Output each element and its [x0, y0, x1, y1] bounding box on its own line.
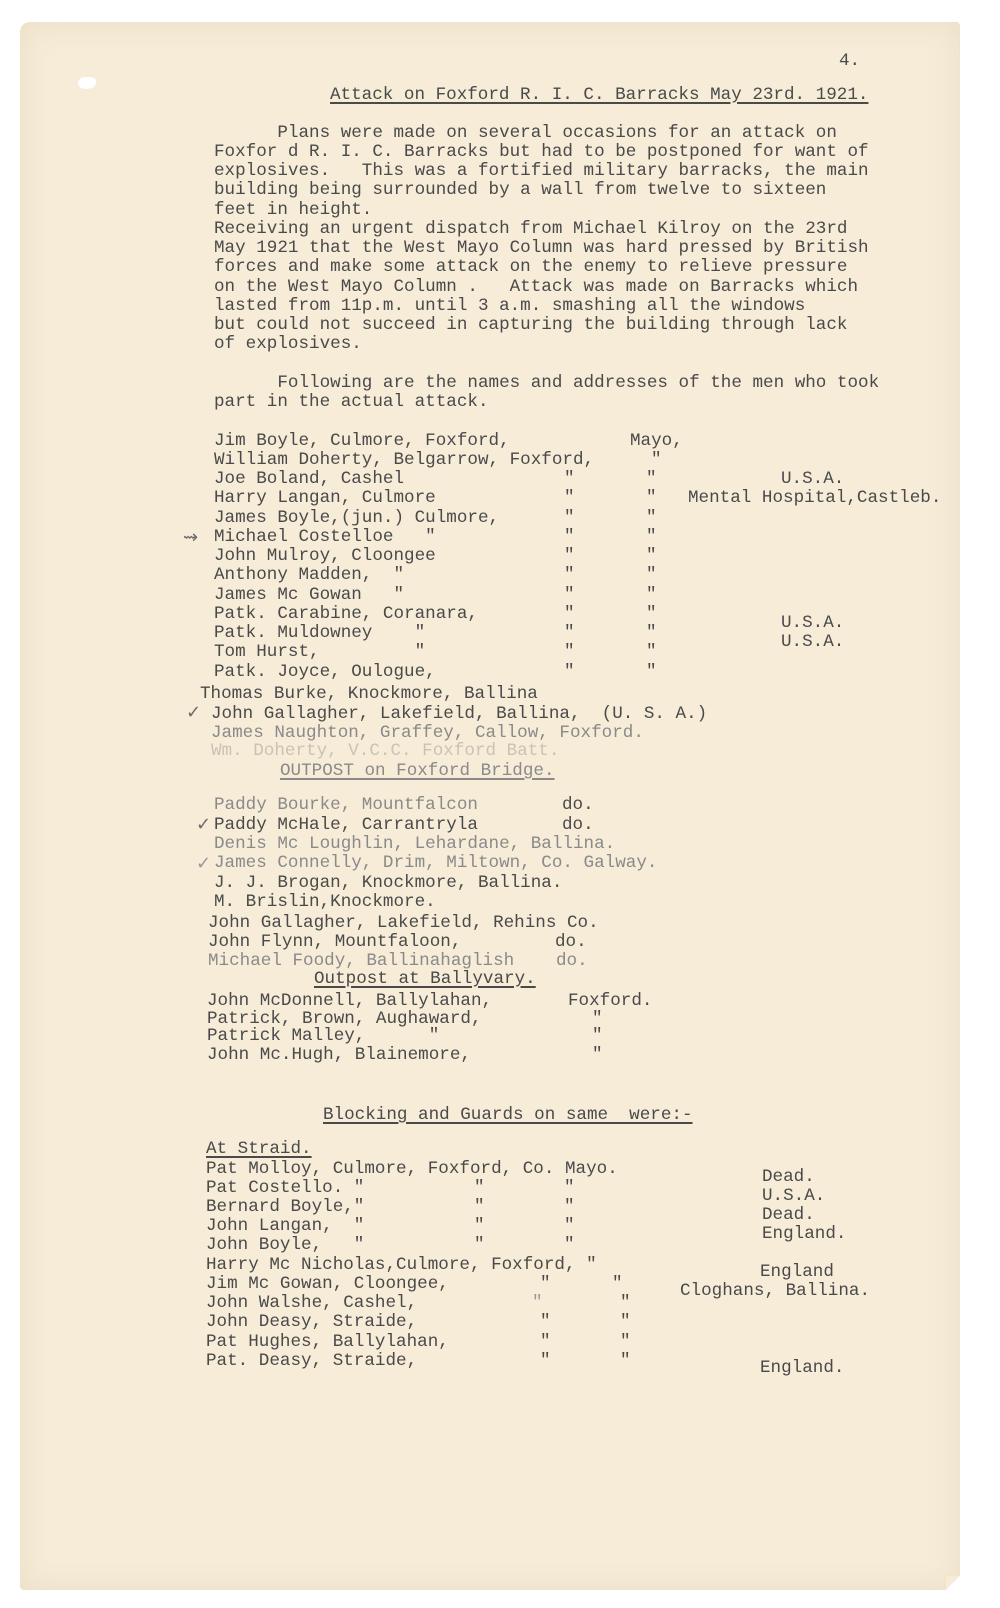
ditto-col3: ": [620, 1332, 631, 1352]
ditto-col2: ": [540, 1351, 551, 1371]
status-note: U.S.A.: [762, 1186, 826, 1206]
ditto-col2: ": [474, 1235, 485, 1255]
ditto-col3: ": [646, 546, 657, 566]
punch-hole: [78, 77, 96, 89]
ditto-col2: ": [540, 1274, 551, 1294]
ditto-col2: ": [474, 1178, 485, 1198]
status-note: Dead.: [762, 1205, 815, 1225]
ditto-col3: ": [564, 1178, 575, 1198]
list-entry: Thomas Burke, Knockmore, Ballina: [200, 684, 538, 704]
ditto-col3: ": [646, 527, 657, 547]
list-entry: Patrick, Brown, Aughaward,: [207, 1009, 482, 1029]
ditto-col2: ": [474, 1216, 485, 1236]
list-entry: Harry Langan, Culmore: [214, 488, 436, 508]
status-note: England.: [760, 1358, 845, 1378]
ditto-suffix: do.: [556, 951, 588, 971]
section-heading: OUTPOST on Foxford Bridge.: [280, 761, 555, 781]
ditto-suffix: Foxford.: [568, 991, 653, 1011]
list-entry: Anthony Madden, ": [214, 565, 405, 585]
ditto-suffix: ": [592, 1045, 603, 1065]
ditto-col2: ": [564, 565, 575, 585]
list-entry: John McDonnell, Ballylahan,: [207, 991, 493, 1011]
list-entry: John Gallagher, Lakefield, Ballina, (U. S. A.): [211, 704, 708, 724]
list-entry: Tom Hurst, ": [214, 642, 426, 662]
ditto-col3: ": [646, 565, 657, 585]
list-entry: Michael Costelloe ": [214, 527, 436, 547]
list-entry: J. J. Brogan, Knockmore, Ballina.: [214, 873, 563, 893]
list-entry: James Boyle,(jun.) Culmore,: [214, 508, 500, 528]
intro-line: feet in height.: [214, 200, 373, 220]
ditto-col3: ": [646, 469, 657, 489]
intro-line: explosives. This was a fortified military barracks, the main: [214, 161, 869, 181]
list-entry: John Mulroy, Cloongee: [214, 546, 436, 566]
ditto-suffix: do.: [562, 815, 594, 835]
list-entry: Pat. Deasy, Straide,: [206, 1351, 418, 1371]
ditto-col2: ": [564, 604, 575, 624]
ditto-col3: ": [646, 642, 657, 662]
ditto-col2: ": [564, 662, 575, 682]
list-entry: William Doherty, Belgarrow, Foxford,: [214, 450, 595, 470]
status-note: Mental Hospital,Castleb.: [688, 488, 942, 508]
ditto-col3: ": [564, 1235, 575, 1255]
ditto-col3: ": [646, 604, 657, 624]
ditto-col2: ": [564, 623, 575, 643]
list-entry: James Naughton, Graffey, Callow, Foxford.: [211, 723, 644, 743]
intro-line: Foxfor d R. I. C. Barracks but had to be postponed for want of: [214, 142, 869, 162]
list-entry: Jim Boyle, Culmore, Foxford,: [214, 431, 510, 451]
list-entry: Pat Costello. ": [206, 1178, 365, 1198]
ditto-suffix: do.: [555, 932, 587, 952]
section-heading: Blocking and Guards on same were:-: [323, 1105, 693, 1125]
ditto-col2: ": [564, 469, 575, 489]
list-intro-line: part in the actual attack.: [214, 392, 489, 412]
ditto-col3: Mayo,: [630, 431, 683, 451]
list-entry: Joe Boland, Cashel: [214, 469, 405, 489]
list-entry: Paddy McHale, Carrantryla: [214, 815, 478, 835]
ditto-col3: ": [564, 1216, 575, 1236]
list-entry: John Mc.Hugh, Blainemore,: [207, 1045, 471, 1065]
intro-line: lasted from 11p.m. until 3 a.m. smashing all the windows: [214, 296, 806, 316]
ditto-col2: ": [564, 585, 575, 605]
margin-tick-mark: ✓: [186, 702, 202, 723]
status-note: England: [760, 1262, 834, 1282]
ditto-col2: ": [564, 527, 575, 547]
status-note: U.S.A.: [781, 613, 845, 633]
list-entry: Paddy Bourke, Mountfalcon: [214, 795, 478, 815]
intro-line: May 1921 that the West Mayo Column was hard pressed by British: [214, 238, 869, 258]
list-entry: John Langan, ": [206, 1216, 365, 1236]
list-entry: John Walshe, Cashel,: [206, 1293, 418, 1313]
ditto-col2: ": [564, 508, 575, 528]
ditto-col3: ": [620, 1312, 631, 1332]
list-entry: Pat Hughes, Ballylahan,: [206, 1332, 449, 1352]
ditto-col3: ": [646, 662, 657, 682]
list-entry: Denis Mc Loughlin, Lehardane, Ballina.: [214, 834, 616, 854]
ditto-col2: ": [540, 1312, 551, 1332]
subsection-heading: At Straid.: [206, 1139, 312, 1159]
status-note: England.: [762, 1224, 847, 1244]
list-entry: John Boyle, ": [206, 1235, 365, 1255]
ditto-col3: ": [646, 623, 657, 643]
margin-arrow-mark: ⇝: [183, 527, 199, 548]
ditto-col2: ": [540, 1332, 551, 1352]
intro-line: Plans were made on several occasions for an attack on: [214, 123, 837, 143]
list-entry: James Mc Gowan ": [214, 585, 405, 605]
intro-line: of explosives.: [214, 334, 362, 354]
ditto-col3: ": [620, 1351, 631, 1371]
status-note: U.S.A.: [781, 632, 845, 652]
ditto-col2: ": [564, 642, 575, 662]
ditto-suffix: ": [592, 1026, 603, 1046]
ditto-suffix: do.: [562, 795, 594, 815]
ditto-col2: ": [532, 1293, 543, 1313]
intro-line: Receiving an urgent dispatch from Michael Kilroy on the 23rd: [214, 219, 848, 239]
page-corner-curl: [946, 1576, 960, 1590]
list-entry: Bernard Boyle,": [206, 1197, 365, 1217]
ditto-col2: ": [564, 546, 575, 566]
ditto-col3: ": [646, 508, 657, 528]
status-note: Dead.: [762, 1167, 815, 1187]
intro-line: building being surrounded by a wall from twelve to sixteen: [214, 180, 827, 200]
list-entry: John Deasy, Straide,: [206, 1312, 418, 1332]
ditto-col3: ": [620, 1293, 631, 1313]
ditto-col2: ": [564, 488, 575, 508]
status-note: U.S.A.: [781, 469, 845, 489]
list-intro-line: Following are the names and addresses of the men who took: [214, 373, 880, 393]
margin-tick-mark: ✓: [196, 814, 212, 835]
ditto-col3: ": [646, 488, 657, 508]
list-entry: Patk. Carabine, Coranara,: [214, 604, 478, 624]
document-title: Attack on Foxford R. I. C. Barracks May 23rd. 1921.: [330, 85, 869, 105]
ditto-col3: ": [646, 585, 657, 605]
ditto-col3: ": [612, 1274, 623, 1294]
list-entry: Patk. Muldowney ": [214, 623, 426, 643]
list-entry: Michael Foody, Ballinahaglish: [208, 951, 515, 971]
page-number: 4.: [839, 51, 861, 71]
intro-line: forces and make some attack on the enemy to relieve pressure: [214, 257, 848, 277]
list-entry: Patk. Joyce, Oulogue,: [214, 662, 436, 682]
list-entry: John Gallagher, Lakefield, Rehins Co.: [208, 913, 599, 933]
erased-line: Wm. Doherty, V.C.C. Foxford Batt.: [211, 741, 560, 761]
intro-line: on the West Mayo Column . Attack was made on Barracks which: [214, 277, 859, 297]
margin-tick-mark: ✓: [196, 853, 212, 874]
intro-line: but could not succeed in capturing the building through lack: [214, 315, 848, 335]
list-entry: Patrick Malley, ": [207, 1026, 440, 1046]
list-entry: Harry Mc Nicholas,Culmore, Foxford, ": [206, 1255, 597, 1275]
ditto-col3: ": [651, 450, 662, 470]
list-entry: Jim Mc Gowan, Cloongee,: [206, 1274, 449, 1294]
list-entry: M. Brislin,Knockmore.: [214, 892, 436, 912]
section-heading: Outpost at Ballyvary.: [314, 969, 536, 989]
list-entry: John Flynn, Mountfaloon,: [208, 932, 462, 952]
list-entry: Pat Molloy, Culmore, Foxford, Co. Mayo.: [206, 1159, 618, 1179]
ditto-col3: ": [564, 1197, 575, 1217]
status-note: Cloghans, Ballina.: [680, 1281, 871, 1301]
ditto-col2: ": [474, 1197, 485, 1217]
ditto-suffix: ": [592, 1009, 603, 1029]
list-entry: James Connelly, Drim, Miltown, Co. Galway.: [214, 853, 658, 873]
